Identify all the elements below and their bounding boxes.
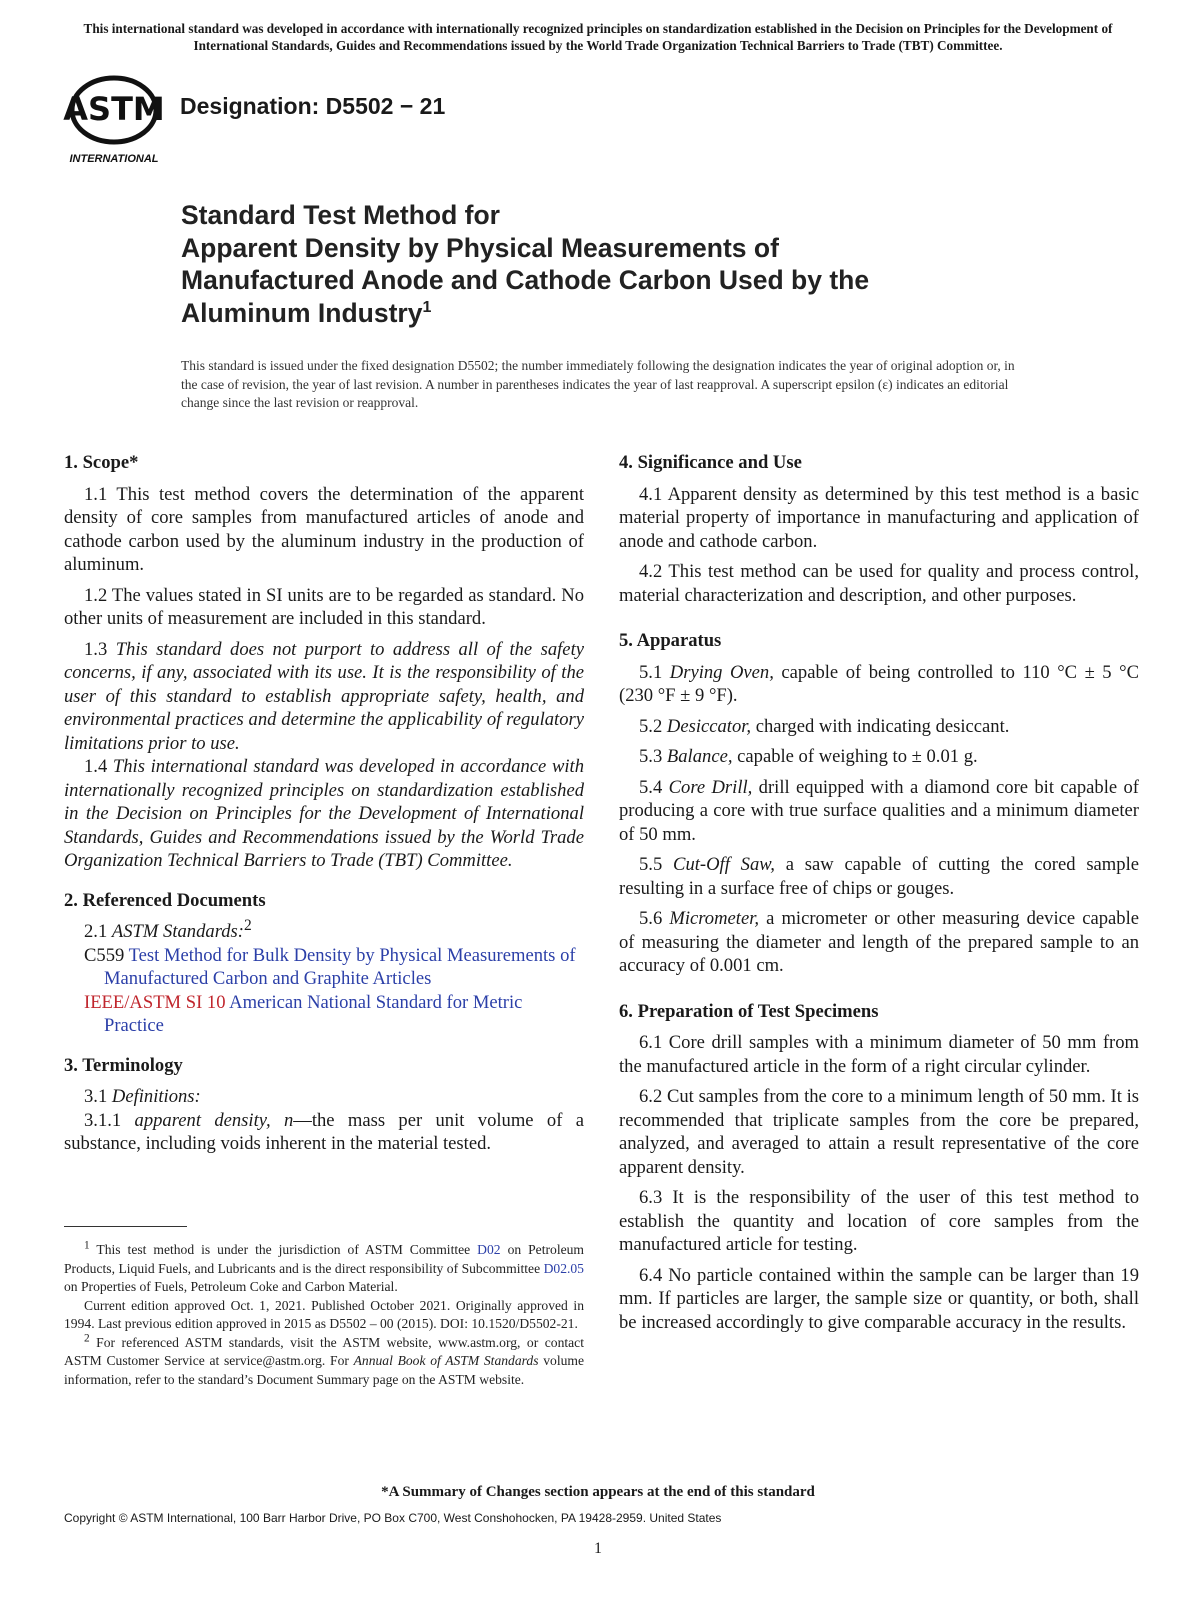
section-heading-preparation: 6. Preparation of Test Specimens [619,1000,879,1022]
left-column [64,451,584,1163]
para-6-3: 6.3 It is the responsibility of the user of this test method to establish the quantity and location of core samples from the manufactured article for testing. [619,1187,1139,1255]
footnote-1-edition: Current edition approved Oct. 1, 2021. Published October 2021. Originally approved in 1994. Last previous edition approved in 2015 as D5502 – 00 (2015). DOI: 10.1520/D5502-21. [64,1297,584,1331]
para-5-1: 5.1 Drying Oven, capable of being controlled to 110 °C ± 5 °C (230 °F ± 9 °F). [619,661,1139,706]
para-5-6: 5.6 Micrometer, a micrometer or other measuring device capable of measuring the diameter and length of the prepared sample to an accuracy of 0.001 cm. [619,908,1140,976]
title-line-1: Standard Test Method for [181,200,500,230]
reference-si10-link[interactable]: American National Standard for Metric Practice [104,991,523,1036]
reference-si10 [64,991,584,1038]
astm-logo [62,70,174,166]
right-column [619,451,1139,1341]
para-5-4: 5.4 Core Drill, drill equipped with a diamond core bit capable of producing a core with true surface qualities and a minimum diameter of 50 mm. [619,776,1139,845]
para-2-1: 2.1 ASTM Standards:$^2$ [84,916,252,942]
para-4-2: 4.2 This test method can be used for quality and process control, material characterization and description, and other purposes. [619,561,1139,606]
footnote-2: $^2$ For referenced ASTM standards, visit the ASTM website, www.astm.org, or contact ASTM Customer Service at service@astm.org. For Annual Book of ASTM Standards volume information, refer to the standard’s Document Summary page on the ASTM website. [64,1331,585,1387]
para-1-3: 1.3 This standard does not purport to address all of the safety concerns, if any, associated with its use. It is the responsibility of the user of this standard to establish appropriate safety, health, and environmental practices and determine the applicability of regulatory limitations prior to use. [64,638,584,754]
section-heading-terminology: 3. Terminology [64,1054,183,1076]
page-number: 1 [594,1540,602,1557]
para-5-2: 5.2 Desiccator, charged with indicating desiccant. [639,715,1010,737]
logo-subtext: INTERNATIONAL [69,153,159,165]
section-heading-significance: 4. Significance and Use [619,452,802,473]
para-5-5: 5.5 Cut-Off Saw, a saw capable of cutting the cored sample resulting in a surface free of chips or gouges. [619,854,1139,899]
para-6-2: 6.2 Cut samples from the core to a minimum length of 50 mm. It is recommended that triplicate samples from the core be prepared, analyzed, and averaged to attain a result representative of the core apparent density. [619,1086,1139,1178]
para-5-3: 5.3 Balance, capable of weighing to ± 0.01 g. [639,746,978,767]
summary-of-changes-note: *A Summary of Changes section appears at the end of this standard [381,1484,815,1500]
title-line-4: Aluminum Industry$^1$ [181,297,432,328]
reference-c559: C559 Test Method for Bulk Density by Physical Measurements of Manufactured Carbon and Graphite Articles [84,944,576,989]
para-6-4: 6.4 No particle contained within the sample can be larger than 19 mm. If particles are larger, the sample size or quantity, or both, shall be increased accordingly to give comparable accuracy in the results. [619,1264,1139,1333]
section-heading-scope: 1. Scope* [64,452,139,473]
para-1-2: 1.2 The values stated in SI units are to be regarded as standard. No other units of measurement are included in this standard. [64,584,584,629]
para-1-4: 1.4 This international standard was developed in accordance with internationally recognized principles on standardization established in the Decision on Principles for the Development of International Standards, Guides and Recommendations issued by the World Trade Organization Technical Barriers to Trade (TBT) Committee. [64,756,584,871]
para-4-1: 4.1 Apparent density as determined by this test method is a basic material property of importance in manufacturing and application of anode and cathode carbon. [619,483,1139,552]
title-footnote-mark: 1 [422,298,432,316]
footnotes [64,1241,584,1389]
reference-si10-code[interactable]: IEEE/ASTM SI 10 [84,991,226,1013]
document-title [181,199,1081,329]
copyright-line: Copyright © ASTM International, 100 Barr Harbor Drive, PO Box C700, West Conshohocken, PA 19428-2959. United States [64,1511,722,1525]
title-line-3: Manufactured Anode and Cathode Carbon Used by the [181,265,870,295]
issuance-note: This standard is issued under the fixed designation D5502; the number immediately following the designation indicates the year of original adoption or, in the case of revision, the year of last revision. A number in parentheses indicates the year of last reapproval. A superscript epsilon (ε) indicates an editorial change since the last revision or reapproval. [181,358,1015,410]
designation: Designation: D5502 − 21 [180,93,446,119]
title-line-2: Apparent Density by Physical Measurements of [181,232,779,263]
footnote-link-d02[interactable]: D02 [477,1242,501,1257]
reference-c559-link[interactable]: Test Method for Bulk Density by Physical Measurements of Manufactured Carbon and Graphite Articles [104,944,576,989]
para-6-1: 6.1 Core drill samples with a minimum diameter of 50 mm from the manufactured article in the form of a right circular cylinder. [619,1032,1139,1077]
logo-text: ASTM [63,90,165,128]
footnote-link-d0205[interactable]: D02.05 [543,1260,584,1276]
section-heading-apparatus: 5. Apparatus [619,630,722,651]
top-notice: This international standard was developed in accordance with internationally recognized principles on standardization established in the Decision on Principles for the Development of International Standards, Guides and Recommendations issued by the World Trade Organization Technical Barriers to Trade (TBT) Committee. [83,21,1113,53]
para-1-1: 1.1 This test method covers the determination of the apparent density of core samples from manufactured articles of anode and cathode carbon used by the aluminum industry in the production of aluminum. [64,483,584,575]
footnote-divider [64,1226,187,1227]
para-3-1: 3.1 Definitions: [84,1086,201,1107]
section-heading-referenced: 2. Referenced Documents [64,889,266,911]
para-3-1-1: 3.1.1 apparent density, n—the mass per unit volume of a substance, including voids inherent in the material tested. [64,1109,584,1154]
footnote-1: $^1$ This test method is under the jurisdiction of ASTM Committee D02 on Petroleum Products, Liquid Fuels, and Lubricants and is the direct responsibility of Subcommittee D02.05 on Properties of Fuels, Petroleum Coke and Carbon Material. [64,1239,584,1294]
